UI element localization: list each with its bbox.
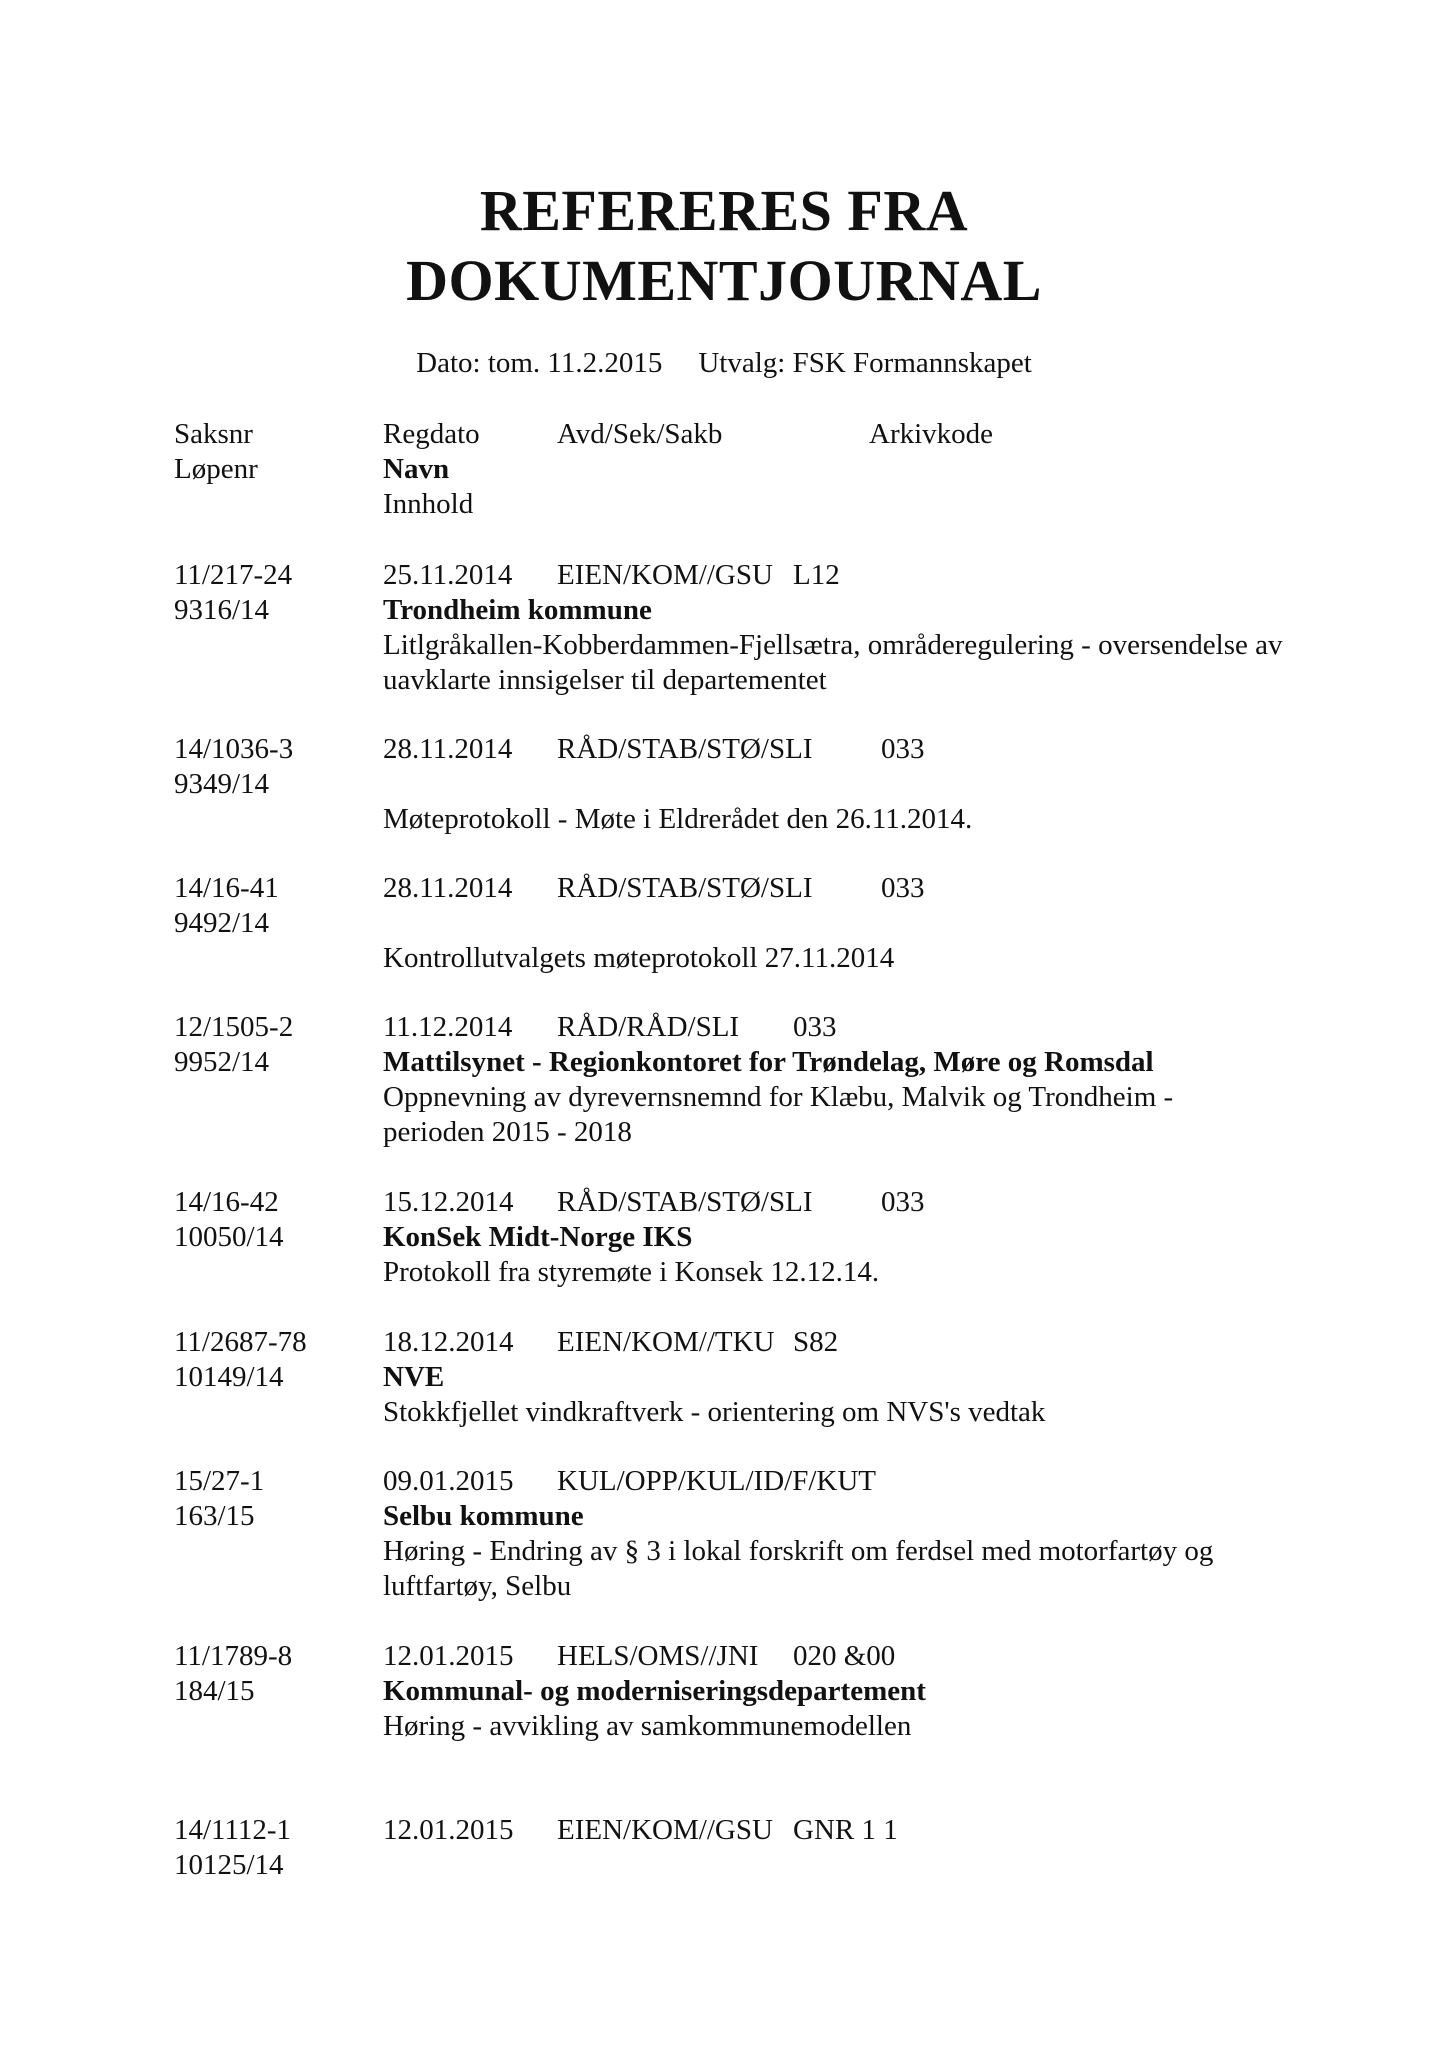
entry-innhold: Høring - avvikling av samkommunemodellen: [383, 1710, 912, 1742]
entry-navn: Mattilsynet - Regionkontoret for Trøndelag, Møre og Romsdal: [383, 1046, 1154, 1078]
header-innhold: Innhold: [383, 488, 474, 520]
header-saksnr: Saksnr: [174, 418, 253, 450]
meta-utvalg: Utvalg: FSK Formannskapet: [698, 347, 1032, 379]
entry-regdato: 12.01.2015: [383, 1814, 514, 1846]
entry-avd: RÅD/STAB/STØ/SLI: [557, 1186, 813, 1218]
entry-avd: EIEN/KOM//TKU: [557, 1326, 775, 1358]
entry-saksnr: 11/2687-78: [174, 1326, 307, 1358]
entry-lopenr: 10050/14: [174, 1221, 284, 1253]
entry-saksnr: 11/217-24: [174, 559, 293, 591]
entry-innhold: Stokkfjellet vindkraftverk - orientering om NVS's vedtak: [383, 1396, 1046, 1428]
entry-innhold: Oppnevning av dyrevernsnemnd for Klæbu, Malvik og Trondheim - perioden 2015 - 2018: [383, 1081, 1174, 1148]
entry-navn: Trondheim kommune: [383, 594, 652, 626]
document-title-line1: REFERERES FRA: [479, 178, 969, 243]
entry-arkivkode: 033: [881, 1186, 925, 1218]
entry-regdato: 12.01.2015: [383, 1640, 514, 1672]
header-avd: Avd/Sek/Sakb: [557, 418, 723, 450]
header-navn: Navn: [383, 453, 450, 485]
entry-saksnr: 12/1505-2: [174, 1011, 294, 1043]
entry-saksnr: 14/16-42: [174, 1186, 279, 1218]
entry-regdato: 28.11.2014: [383, 733, 513, 765]
entry-navn: NVE: [383, 1361, 445, 1393]
document-title-line2: DOKUMENTJOURNAL: [406, 248, 1042, 313]
entry-navn: Selbu kommune: [383, 1500, 584, 1532]
header-regdato: Regdato: [383, 418, 480, 450]
entry-regdato: 09.01.2015: [383, 1465, 514, 1497]
entry-arkivkode: 033: [881, 872, 925, 904]
entry-lopenr: 184/15: [174, 1675, 255, 1707]
document-meta: [0, 345, 1448, 381]
entry-regdato: 11.12.2014: [383, 1011, 513, 1043]
entry-regdato: 28.11.2014: [383, 872, 513, 904]
entry-arkivkode: GNR 1 1: [793, 1814, 898, 1846]
entry-saksnr: 14/1036-3: [174, 733, 294, 765]
entry-innhold: Protokoll fra styremøte i Konsek 12.12.14.: [383, 1256, 880, 1288]
entry-lopenr: 9349/14: [174, 768, 270, 800]
entry-avd: RÅD/RÅD/SLI: [557, 1011, 740, 1043]
entry-lopenr: 10149/14: [174, 1361, 284, 1393]
entry-arkivkode: S82: [793, 1326, 839, 1358]
entry-regdato: 18.12.2014: [383, 1326, 514, 1358]
entry-saksnr: 15/27-1: [174, 1465, 265, 1497]
entry-avd: EIEN/KOM//GSU: [557, 559, 773, 591]
entry-regdato: 25.11.2014: [383, 559, 513, 591]
entry-arkivkode: 020 &00: [793, 1640, 896, 1672]
entry-innhold: Møteprotokoll - Møte i Eldrerådet den 26.11.2014.: [383, 803, 973, 835]
entry-avd: HELS/OMS//JNI: [557, 1640, 759, 1672]
entry-innhold: Litlgråkallen-Kobberdammen-Fjellsætra, områderegulering - oversendelse av uavklarte innsigelser til departementet: [383, 629, 1283, 696]
entry-arkivkode: L12: [793, 559, 840, 591]
entry-navn: KonSek Midt-Norge IKS: [383, 1221, 693, 1253]
entry-regdato: 15.12.2014: [383, 1186, 514, 1218]
entry-saksnr: 14/1112-1: [174, 1814, 292, 1846]
header-lopenr: Løpenr: [174, 453, 258, 485]
entry-avd: EIEN/KOM//GSU: [557, 1814, 773, 1846]
entry-saksnr: 14/16-41: [174, 872, 279, 904]
entry-avd: KUL/OPP/KUL/ID/F/KUT: [557, 1465, 877, 1497]
entry-arkivkode: 033: [793, 1011, 837, 1043]
entry-saksnr: 11/1789-8: [174, 1640, 293, 1672]
entry-avd: RÅD/STAB/STØ/SLI: [557, 733, 813, 765]
entry-innhold: Kontrollutvalgets møteprotokoll 27.11.2014: [383, 942, 895, 974]
meta-dato: Dato: tom. 11.2.2015: [416, 347, 663, 379]
entry-avd: RÅD/STAB/STØ/SLI: [557, 872, 813, 904]
entry-innhold: Høring - Endring av § 3 i lokal forskrift om ferdsel med motorfartøy og luftfartøy, Selbu: [383, 1535, 1214, 1602]
entry-navn: Kommunal- og moderniseringsdepartement: [383, 1675, 926, 1707]
entry-lopenr: 163/15: [174, 1500, 255, 1532]
entry-arkivkode: 033: [881, 733, 925, 765]
entry-lopenr: 9316/14: [174, 594, 270, 626]
entry-lopenr: 9952/14: [174, 1046, 270, 1078]
header-arkivkode: Arkivkode: [869, 418, 994, 450]
entry-lopenr: 10125/14: [174, 1849, 284, 1881]
entry-lopenr: 9492/14: [174, 907, 270, 939]
